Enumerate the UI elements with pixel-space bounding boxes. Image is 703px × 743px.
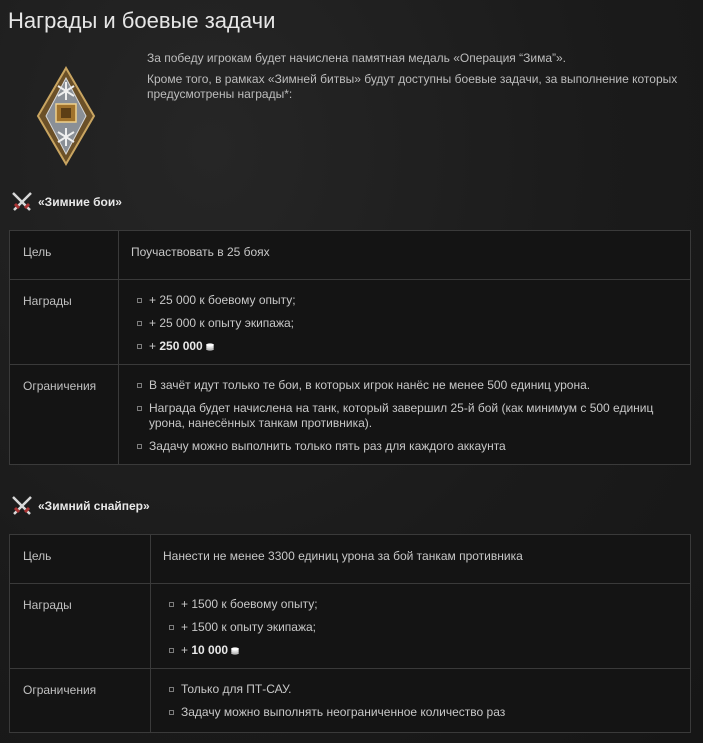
table-row-rewards [10, 280, 691, 365]
list-item [129, 339, 690, 354]
list-item: + 1500 к боевому опыту; [161, 597, 690, 612]
section-title: «Зимние бои» [38, 195, 122, 209]
gold-coin-icon [205, 343, 215, 351]
section-title: «Зимний снайпер» [38, 499, 150, 513]
section-header-winter-battles [10, 190, 122, 214]
intro-line-1: За победу игрокам будет начислена памятная медаль «Операция “Зима”». [147, 51, 567, 65]
rewards-label: Награды [10, 280, 119, 365]
table-row-goal [10, 231, 691, 280]
list-item: + 1500 к опыту экипажа; [161, 620, 690, 635]
limits-label: Ограничения [10, 669, 151, 733]
list-item: + 25 000 к опыту экипажа; [129, 316, 690, 331]
task-table-winter-battles [9, 230, 691, 465]
crossed-swords-icon [10, 494, 34, 518]
page-title: Награды и боевые задачи [8, 8, 276, 33]
goal-value: Поучаствовать в 25 боях [119, 231, 691, 280]
goal-value: Нанести не менее 3300 единиц урона за бой танкам противника [151, 535, 691, 584]
intro-line-2: Кроме того, в рамках «Зимней битвы» будут доступны боевые задачи, за выполнение которых предусмотрены награды*: [147, 72, 678, 101]
table-row-goal [10, 535, 691, 584]
goal-label: Цель [10, 535, 151, 584]
table-row-limits [10, 669, 691, 733]
list-item: Задачу можно выполнять неограниченное количество раз [161, 705, 690, 720]
crossed-swords-icon [10, 190, 34, 214]
task-table-winter-sniper [9, 534, 691, 733]
limits-list [151, 669, 690, 732]
list-item: Только для ПТ-САУ. [161, 682, 690, 697]
gold-amount: 250 000 [159, 339, 203, 353]
limits-list [119, 365, 690, 464]
list-item: Награда будет начислена на танк, который завершил 25-й бой (как минимум с 500 единиц урона, нанесённых танкам противника). [129, 401, 660, 431]
medal-operation-winter-icon [36, 66, 96, 166]
gold-coin-icon [230, 647, 240, 655]
rewards-list [151, 584, 690, 668]
gold-prefix: + [181, 643, 192, 657]
list-item: В зачёт идут только те бои, в которых игрок нанёс не менее 500 единиц урона. [129, 378, 660, 393]
rewards-list [119, 280, 690, 364]
limits-label: Ограничения [10, 365, 119, 465]
section-header-winter-sniper [10, 494, 150, 518]
gold-amount: 10 000 [191, 643, 229, 657]
table-row-rewards [10, 584, 691, 669]
table-row-limits [10, 365, 691, 465]
list-item: + 25 000 к боевому опыту; [129, 293, 690, 308]
list-item: Задачу можно выполнить только пять раз для каждого аккаунта [129, 439, 660, 454]
intro-text [147, 51, 692, 108]
gold-prefix: + [149, 339, 160, 353]
rewards-label: Награды [10, 584, 151, 669]
list-item [161, 643, 690, 658]
goal-label: Цель [10, 231, 119, 280]
